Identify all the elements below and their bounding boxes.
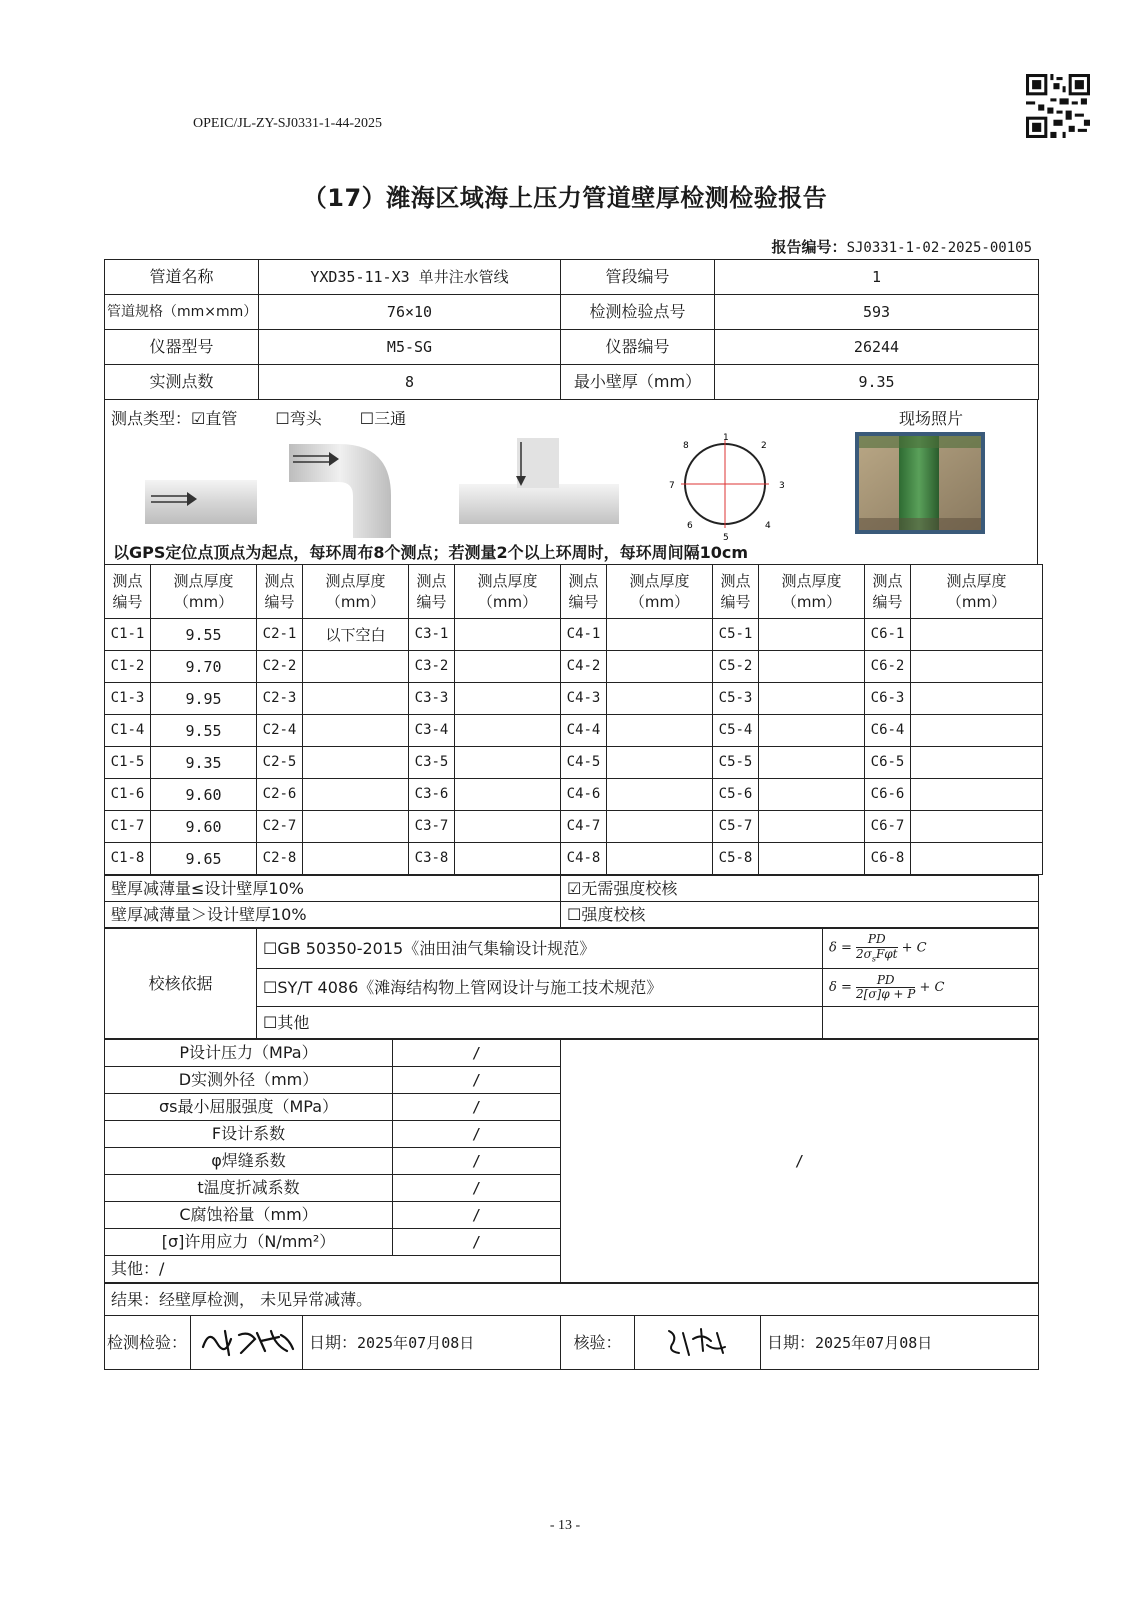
thickness-cell: 9.35: [151, 747, 257, 779]
col-thickness-header: 测点厚度 （mm）: [607, 565, 713, 619]
point-no-cell: C4-6: [561, 779, 607, 811]
point-no-cell: C4-8: [561, 843, 607, 875]
param-label: D实测外径（mm）: [105, 1067, 393, 1094]
point-no-cell: C2-3: [257, 683, 303, 715]
measurement-row: [105, 747, 1043, 779]
thickness-cell: [455, 619, 561, 651]
thickness-cell: [455, 683, 561, 715]
basis-syt4086-checkbox[interactable]: ☐SY/T 4086《滩海结构物上管网设计与施工技术规范》: [257, 969, 823, 1007]
instrument-no-label: 仪器编号: [561, 330, 715, 365]
measuring-circle-diagram: [665, 428, 795, 540]
circle-label-4: 4: [765, 521, 771, 531]
basis-table: [104, 928, 1039, 1039]
circle-label-1: 1: [723, 433, 729, 443]
date-reviewer: 日期：2025年07月08日: [761, 1316, 1039, 1370]
min-thickness-value: 9.35: [715, 365, 1039, 400]
thickness-cell: [911, 843, 1043, 875]
straight-pipe-icon: [141, 458, 261, 528]
point-no-cell: C2-2: [257, 651, 303, 683]
thickness-cell: [303, 843, 409, 875]
col-thickness-header: 测点厚度 （mm）: [759, 565, 865, 619]
point-no-cell: C2-5: [257, 747, 303, 779]
thickness-cell: [455, 811, 561, 843]
point-no-cell: C2-6: [257, 779, 303, 811]
point-no-cell: C3-8: [409, 843, 455, 875]
point-no-cell: C1-1: [105, 619, 151, 651]
point-no-cell: C5-8: [713, 843, 759, 875]
segment-no-label: 管段编号: [561, 260, 715, 295]
circle-label-7: 7: [669, 481, 675, 491]
segment-no-value: 1: [715, 260, 1039, 295]
report-number: [772, 236, 1032, 257]
formula-empty: [823, 1007, 1039, 1039]
param-value: /: [393, 1067, 561, 1094]
thickness-cell: [759, 715, 865, 747]
instrument-no-value: 26244: [715, 330, 1039, 365]
basis-gb50350-checkbox[interactable]: ☐GB 50350-2015《油田油气集输设计规范》: [257, 929, 823, 969]
point-no-cell: C2-8: [257, 843, 303, 875]
point-no-cell: C3-5: [409, 747, 455, 779]
tee-pipe-icon: [457, 434, 621, 534]
point-no-cell: C6-1: [865, 619, 911, 651]
thickness-cell: [303, 715, 409, 747]
min-thickness-label: 最小壁厚（mm）: [561, 365, 715, 400]
pipe-name-value: YXD35-11-X3 单井注水管线: [259, 260, 561, 295]
signature-reviewer-icon: [653, 1321, 743, 1361]
point-no-cell: C5-3: [713, 683, 759, 715]
inspector-signature: [191, 1316, 303, 1370]
thickness-cell: [759, 843, 865, 875]
point-no-cell: C1-5: [105, 747, 151, 779]
point-no-cell: C3-2: [409, 651, 455, 683]
point-no-cell: C6-4: [865, 715, 911, 747]
param-value: /: [393, 1175, 561, 1202]
reviewer-signature: [635, 1316, 761, 1370]
col-thickness-header: 测点厚度 （mm）: [151, 565, 257, 619]
measuring-note: 以GPS定位点顶点为起点，每环周布8个测点；若测量2个以上环周时，每环周间隔10cm: [113, 543, 749, 562]
signature-inspector-icon: [195, 1321, 299, 1361]
circle-label-5: 5: [723, 533, 729, 540]
point-no-cell: C1-6: [105, 779, 151, 811]
thickness-cell: [759, 619, 865, 651]
basis-label: 校核依据: [105, 929, 257, 1039]
thickness-cell: [911, 683, 1043, 715]
report-form: [104, 259, 1038, 1370]
point-no-cell: C4-2: [561, 651, 607, 683]
other-text: 其他：/: [105, 1256, 561, 1283]
result-text: 结果：经壁厚检测， 未见异常减薄。: [105, 1284, 1039, 1316]
report-number-label: 报告编号：: [771, 238, 847, 256]
thickness-cell: [607, 715, 713, 747]
point-no-cell: C5-1: [713, 619, 759, 651]
param-value: /: [393, 1148, 561, 1175]
point-no-cell: C3-3: [409, 683, 455, 715]
spec-label: 管道规格（mm×mm）: [105, 295, 259, 330]
thickness-cell: 9.55: [151, 619, 257, 651]
circle-label-6: 6: [687, 521, 693, 531]
point-no-cell: C1-4: [105, 715, 151, 747]
straight-checkbox[interactable]: ☑直管: [191, 409, 238, 428]
formula-syt: δ = $\frac{PD}{2[\sigma]\varphi + P}$ + C: [823, 969, 1039, 1007]
thickness-cell: [607, 843, 713, 875]
param-value: /: [393, 1094, 561, 1121]
info-table: [104, 259, 1039, 400]
point-no-cell: C5-7: [713, 811, 759, 843]
point-no-cell: C2-4: [257, 715, 303, 747]
param-value: /: [393, 1202, 561, 1229]
thickness-cell: [607, 779, 713, 811]
point-no-cell: C1-8: [105, 843, 151, 875]
thickness-cell: [759, 747, 865, 779]
thickness-cell: 9.60: [151, 811, 257, 843]
point-no-cell: C3-4: [409, 715, 455, 747]
param-value: /: [393, 1229, 561, 1256]
page-number: - 13 -: [549, 1518, 581, 1533]
watermark: [275, 60, 294, 91]
point-no-cell: C4-4: [561, 715, 607, 747]
tee-checkbox[interactable]: ☐三通: [359, 409, 407, 428]
reduce-gt-label: 壁厚减薄量＞设计壁厚10%: [105, 902, 561, 928]
measurement-row: [105, 811, 1043, 843]
circle-label-3: 3: [779, 481, 785, 491]
report-title: （17）潍海区域海上压力管道壁厚检测检验报告: [302, 184, 828, 212]
thickness-cell: [607, 747, 713, 779]
pipe-name-label: 管道名称: [105, 260, 259, 295]
measurement-row: [105, 715, 1043, 747]
param-value: /: [393, 1121, 561, 1148]
points-no-value: 593: [715, 295, 1039, 330]
point-no-cell: C4-5: [561, 747, 607, 779]
point-no-cell: C5-5: [713, 747, 759, 779]
elbow-checkbox[interactable]: ☐弯头: [275, 409, 322, 428]
thickness-cell: [759, 651, 865, 683]
col-point-no-header: 测点 编号: [105, 565, 151, 619]
thickness-cell: [455, 651, 561, 683]
point-no-cell: C6-7: [865, 811, 911, 843]
thickness-cell: 9.55: [151, 715, 257, 747]
measurement-table: [104, 564, 1043, 875]
col-point-no-header: 测点 编号: [257, 565, 303, 619]
date-inspector: 日期：2025年07月08日: [303, 1316, 561, 1370]
point-no-cell: C6-8: [865, 843, 911, 875]
reviewer-label: 核验：: [561, 1316, 635, 1370]
check-table: [104, 875, 1039, 928]
measurement-row: [105, 651, 1043, 683]
elbow-pipe-icon: [285, 430, 415, 540]
circle-label-2: 2: [761, 441, 767, 451]
thickness-cell: [911, 779, 1043, 811]
param-label: C腐蚀裕量（mm）: [105, 1202, 393, 1229]
thickness-cell: [455, 747, 561, 779]
thickness-cell: [303, 747, 409, 779]
thickness-cell: 9.70: [151, 651, 257, 683]
thickness-cell: [911, 747, 1043, 779]
point-type-section: [104, 400, 1038, 564]
point-no-cell: C4-7: [561, 811, 607, 843]
thickness-cell: [911, 651, 1043, 683]
measurement-row: [105, 619, 1043, 651]
report-number-value: SJ0331-1-02-2025-00105: [846, 240, 1032, 256]
thickness-cell: [759, 683, 865, 715]
param-label: t温度折减系数: [105, 1175, 393, 1202]
thickness-cell: [759, 779, 865, 811]
spec-value: 76×10: [259, 295, 561, 330]
thickness-cell: 以下空白: [303, 619, 409, 651]
measurement-row: [105, 843, 1043, 875]
circle-label-8: 8: [683, 441, 689, 451]
thickness-cell: [911, 811, 1043, 843]
thickness-cell: [911, 715, 1043, 747]
thickness-cell: [455, 843, 561, 875]
reduce-le-label: 壁厚减薄量≤设计壁厚10%: [105, 876, 561, 902]
point-no-cell: C3-6: [409, 779, 455, 811]
point-no-cell: C1-2: [105, 651, 151, 683]
point-no-cell: C2-7: [257, 811, 303, 843]
point-no-cell: C1-7: [105, 811, 151, 843]
point-no-cell: C5-2: [713, 651, 759, 683]
param-row: [105, 1040, 1039, 1067]
col-thickness-header: 测点厚度 （mm）: [911, 565, 1043, 619]
point-no-cell: C6-2: [865, 651, 911, 683]
params-right-value: /: [561, 1040, 1039, 1283]
site-photo-label: 现场照片: [899, 409, 964, 428]
param-label: φ焊缝系数: [105, 1148, 393, 1175]
qr-code-icon: [1026, 74, 1090, 138]
thickness-cell: [455, 715, 561, 747]
thickness-cell: [303, 811, 409, 843]
document-code: OPEIC/JL-ZY-SJ0331-1-44-2025: [193, 116, 382, 131]
thickness-cell: [759, 811, 865, 843]
point-no-cell: C4-3: [561, 683, 607, 715]
point-no-cell: C5-4: [713, 715, 759, 747]
thickness-cell: [911, 619, 1043, 651]
thickness-cell: [303, 651, 409, 683]
param-label: [σ]许用应力（N/mm²）: [105, 1229, 393, 1256]
measurement-header-row: [105, 565, 1043, 619]
thickness-cell: [455, 779, 561, 811]
param-label: σs最小屈服强度（MPa）: [105, 1094, 393, 1121]
col-thickness-header: 测点厚度 （mm）: [455, 565, 561, 619]
thickness-cell: 9.65: [151, 843, 257, 875]
point-type-row: [111, 406, 444, 429]
formula-gb: δ = PD $2\sigma_sF\varphi t$ + C: [823, 929, 1039, 969]
thickness-cell: [607, 811, 713, 843]
thickness-cell: [607, 619, 713, 651]
site-photo[interactable]: [855, 432, 985, 534]
point-no-cell: C6-5: [865, 747, 911, 779]
point-no-cell: C3-7: [409, 811, 455, 843]
measured-count-label: 实测点数: [105, 365, 259, 400]
point-no-cell: C1-3: [105, 683, 151, 715]
thickness-cell: [607, 651, 713, 683]
param-label: P设计压力（MPa）: [105, 1040, 393, 1067]
col-point-no-header: 测点 编号: [561, 565, 607, 619]
point-no-cell: C6-6: [865, 779, 911, 811]
instrument-model-label: 仪器型号: [105, 330, 259, 365]
point-no-cell: C4-1: [561, 619, 607, 651]
result-sign-table: [104, 1283, 1039, 1370]
col-point-no-header: 测点 编号: [865, 565, 911, 619]
thickness-cell: [607, 683, 713, 715]
param-label: F设计系数: [105, 1121, 393, 1148]
point-no-cell: C2-1: [257, 619, 303, 651]
measured-count-value: 8: [259, 365, 561, 400]
point-no-cell: C3-1: [409, 619, 455, 651]
inspector-label: 检测检验：: [105, 1316, 191, 1370]
thickness-cell: [303, 779, 409, 811]
measurement-row: [105, 779, 1043, 811]
thickness-cell: 9.95: [151, 683, 257, 715]
param-value: /: [393, 1040, 561, 1067]
basis-other-checkbox[interactable]: ☐其他: [257, 1007, 823, 1039]
instrument-model-value: M5-SG: [259, 330, 561, 365]
measurement-row: [105, 683, 1043, 715]
col-point-no-header: 测点 编号: [713, 565, 759, 619]
no-strength-check-checkbox[interactable]: ☑无需强度校核: [561, 876, 1039, 902]
thickness-cell: 9.60: [151, 779, 257, 811]
col-point-no-header: 测点 编号: [409, 565, 455, 619]
col-thickness-header: 测点厚度 （mm）: [303, 565, 409, 619]
point-type-label: 测点类型：: [111, 409, 192, 428]
params-table: [104, 1039, 1039, 1283]
point-no-cell: C5-6: [713, 779, 759, 811]
point-no-cell: C6-3: [865, 683, 911, 715]
points-no-label: 检测检验点号: [561, 295, 715, 330]
strength-check-checkbox[interactable]: ☐强度校核: [561, 902, 1039, 928]
thickness-cell: [303, 683, 409, 715]
